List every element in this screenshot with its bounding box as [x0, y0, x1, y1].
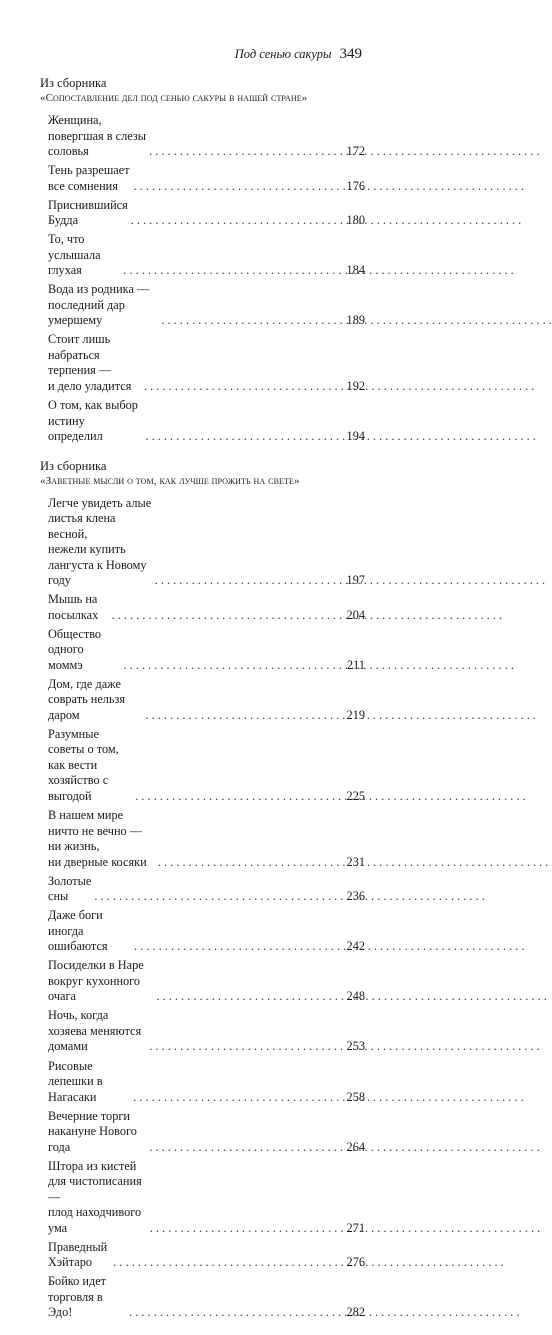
toc-entry[interactable]: [48, 332, 365, 394]
toc-entry-page: 248: [346, 989, 365, 1004]
section-title: «Сопоставление дел под сенью сакуры в нашей стране»: [40, 92, 308, 104]
dot-leader: [149, 1039, 342, 1055]
toc-entry[interactable]: [48, 1159, 365, 1237]
dot-leader: [113, 1255, 342, 1271]
toc-entry-title: Вода из родника — последний дар умершему: [48, 282, 150, 328]
dot-leader: [149, 144, 342, 160]
dot-leader: [134, 939, 342, 955]
toc-entry-page: 264: [346, 1139, 365, 1154]
toc-entry-page: 194: [346, 429, 365, 444]
toc-entry-page: 236: [346, 889, 365, 904]
toc-entry-title: О том, как выбор истину определил: [48, 398, 138, 444]
toc-entry[interactable]: [48, 1274, 365, 1321]
toc-entry[interactable]: [48, 1240, 365, 1271]
dot-leader: [161, 313, 342, 329]
toc-entry-page: 253: [346, 1039, 365, 1054]
running-title: Под сенью сакуры: [234, 47, 332, 61]
toc-entry-title: В нашем мире ничто не вечно — ни жизнь, ни дверные косяки: [48, 808, 147, 869]
toc-entry-page: 189: [346, 313, 365, 328]
page-header: [235, 46, 362, 63]
toc-entry-page: 192: [346, 378, 365, 393]
toc-entry-title: То, что услышала глухая: [48, 232, 101, 278]
toc-entry-page: 282: [346, 1305, 365, 1320]
dot-leader: [94, 889, 342, 905]
toc-entry-title: Бойко идет торговля в Эдо!: [48, 1274, 107, 1320]
toc-entry-title: Штора из кистей для чистописания — плод находчивого ума: [48, 1158, 142, 1235]
dot-leader: [156, 989, 342, 1005]
dot-leader: [131, 213, 342, 229]
dot-leader: [149, 1140, 342, 1156]
dot-leader: [112, 608, 342, 624]
toc-section-2: [40, 459, 365, 1321]
toc-entry[interactable]: [48, 958, 365, 1005]
table-of-contents: [40, 76, 365, 1335]
toc-entry-title: Женщина, повергшая в слезы соловья: [48, 113, 146, 158]
dot-leader: [155, 573, 342, 589]
toc-entry[interactable]: [48, 113, 365, 160]
dot-leader: [144, 379, 342, 395]
toc-entry-title: Даже боги иногда ошибаются: [48, 908, 108, 954]
toc-entry[interactable]: [48, 398, 365, 445]
toc-list: [40, 496, 365, 1321]
toc-entry[interactable]: [48, 1008, 365, 1055]
dot-leader: [129, 1305, 342, 1321]
dot-leader: [150, 1221, 342, 1237]
toc-entry[interactable]: [48, 232, 365, 279]
toc-entry-page: 180: [346, 213, 365, 228]
toc-entry-title: Разумные советы о том, как вести хозяйство с выгодой: [48, 726, 119, 803]
toc-entry-page: 211: [347, 657, 365, 672]
toc-entry[interactable]: [48, 496, 365, 589]
dot-leader: [134, 179, 342, 195]
toc-entry-title: Праведный Хэйтаро: [48, 1239, 108, 1270]
toc-entry-page: 197: [346, 573, 365, 588]
section-label: Из сборника: [40, 458, 107, 473]
toc-entry-page: 271: [346, 1220, 365, 1235]
toc-entry-page: 184: [346, 263, 365, 278]
toc-entry-title: Золотые сны: [48, 873, 92, 904]
dot-leader: [133, 1090, 342, 1106]
toc-entry[interactable]: [48, 874, 365, 905]
section-title: «Заветные мысли о том, как лучше прожить на свете»: [40, 474, 300, 487]
toc-entry-title: Рисовые лепешки в Нагасаки: [48, 1058, 103, 1104]
dot-leader: [123, 263, 342, 279]
toc-entry-title: Вечерние торги накануне Нового года: [48, 1108, 137, 1154]
toc-entry-title: Стоит лишь набраться терпения — и дело уладится: [48, 332, 132, 393]
toc-entry-page: 204: [346, 607, 365, 622]
toc-entry[interactable]: [48, 1059, 365, 1106]
toc-section-1: [40, 76, 365, 445]
dot-leader: [145, 708, 342, 724]
toc-entry[interactable]: [48, 198, 365, 229]
toc-entry[interactable]: [48, 677, 365, 724]
toc-entry[interactable]: [48, 627, 365, 674]
page-number: 349: [339, 46, 362, 62]
toc-entry-title: Приснившийся Будда: [48, 197, 128, 228]
section-label: Из сборника: [40, 76, 107, 90]
dot-leader: [124, 658, 342, 674]
toc-entry-page: 242: [346, 939, 365, 954]
toc-entry[interactable]: [48, 592, 365, 623]
toc-entry[interactable]: [48, 908, 365, 955]
toc-entry[interactable]: [48, 808, 365, 870]
toc-entry-page: 219: [346, 707, 365, 722]
toc-entry-page: 231: [346, 854, 365, 869]
toc-entry-title: Посиделки в Наре вокруг кухонного очага: [48, 958, 144, 1004]
toc-entry-title: Ночь, когда хозяева меняются домами: [48, 1008, 142, 1054]
toc-entry-title: Легче увидеть алые листья клена весной, нежели купить лангуста к Новому году: [48, 495, 152, 588]
dot-leader: [145, 429, 342, 445]
toc-entry-page: 225: [346, 788, 365, 803]
dot-leader: [158, 855, 342, 871]
toc-entry[interactable]: [48, 163, 365, 194]
toc-entry-page: 176: [346, 178, 365, 193]
toc-entry[interactable]: [48, 1109, 365, 1156]
toc-entry-title: Мышь на посылках: [48, 592, 99, 622]
toc-entry-title: Общество одного моммэ: [48, 626, 102, 672]
toc-entry-title: Тень разрешает все сомнения: [48, 163, 130, 193]
toc-entry-page: 258: [346, 1089, 365, 1104]
toc-entry[interactable]: [48, 727, 365, 805]
toc-entry-title: Дом, где даже соврать нельзя даром: [48, 676, 126, 722]
toc-list: [40, 113, 365, 445]
toc-entry-page: 276: [346, 1255, 365, 1270]
dot-leader: [135, 789, 342, 805]
toc-entry[interactable]: [48, 282, 365, 329]
toc-entry-page: 172: [346, 144, 365, 158]
